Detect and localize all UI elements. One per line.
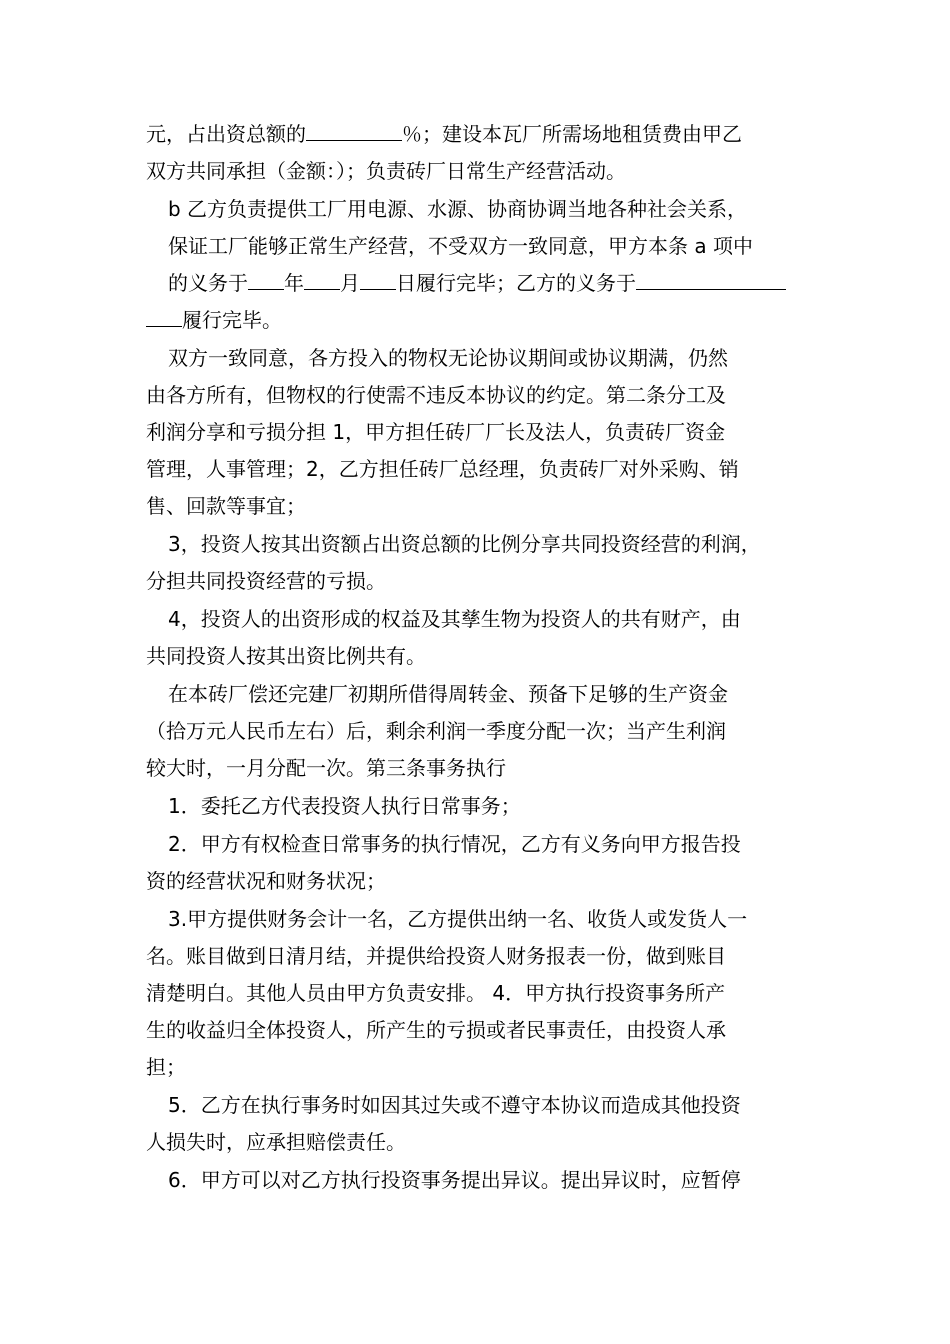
line: 资的经营状况和财务状况； [146, 869, 386, 893]
paragraph-8 [146, 826, 806, 900]
line: 人损失时，应承担赔偿责任。 [146, 1130, 406, 1154]
line [146, 302, 806, 339]
line: 共同投资人按其出资比例共有。 [146, 644, 426, 668]
line: 在本砖厂偿还完建厂初期所借得周转金、预备下足够的生产资金 [168, 682, 728, 706]
paragraph-2 [146, 191, 806, 339]
line: b 乙方负责提供工厂用电源、水源、协商协调当地各种社会关系， [168, 197, 748, 221]
text-run: 年 [284, 271, 304, 295]
line: 清楚明白。其他人员由甲方负责安排。 4．甲方执行投资事务所产 [146, 981, 726, 1005]
line: 6．甲方可以对乙方执行投资事务提出异议。提出异议时，应暂停 [168, 1168, 741, 1192]
line [146, 265, 806, 302]
line: 由各方所有，但物权的行使需不违反本协议的约定。第二条分工及 [146, 383, 726, 407]
paragraph-11 [146, 1162, 806, 1199]
line: 担； [146, 1055, 186, 1079]
paragraph-3 [146, 340, 806, 525]
text-run: 的义务于 [168, 271, 248, 295]
line: 双方共同承担（金额：）；负责砖厂日常生产经营活动。 [146, 159, 626, 183]
line: 名。账目做到日清月结，并提供给投资人财务报表一份，做到账目 [146, 944, 726, 968]
paragraph-9 [146, 901, 806, 1086]
line: 分担共同投资经营的亏损。 [146, 569, 386, 593]
line: 2．甲方有权检查日常事务的执行情况，乙方有义务向甲方报告投 [168, 832, 741, 856]
line: （拾万元人民币左右）后，剩余利润一季度分配一次；当产生利润 [146, 719, 726, 743]
line: 利润分享和亏损分担 1，甲方担任砖厂厂长及法人，负责砖厂资金 [146, 420, 726, 444]
text-run: ％；建设本瓦厂所需场地租赁费由甲乙 [402, 122, 742, 146]
line: 4，投资人的出资形成的权益及其孳生物为投资人的共有财产，由 [168, 607, 741, 631]
paragraph-1 [146, 116, 806, 190]
line: 5．乙方在执行事务时如因其过失或不遵守本协议而造成其他投资 [168, 1093, 741, 1117]
line [146, 116, 806, 153]
paragraph-5 [146, 601, 806, 675]
text-run: 月 [340, 271, 360, 295]
blank-underline [636, 271, 786, 290]
line: 生的收益归全体投资人，所产生的亏损或者民事责任，由投资人承 [146, 1018, 726, 1042]
blank-underline [360, 271, 396, 290]
blank-underline [306, 122, 402, 141]
text-run: 日履行完毕；乙方的义务于 [396, 271, 636, 295]
paragraph-4 [146, 526, 806, 600]
line: 售、回款等事宜； [146, 494, 306, 518]
text-run: 履行完毕。 [182, 308, 282, 332]
text-run: 元，占出资总额的 [146, 122, 306, 146]
blank-underline [248, 271, 284, 290]
document-body [146, 116, 806, 1200]
line: 双方一致同意，各方投入的物权无论协议期间或协议期满，仍然 [168, 346, 728, 370]
line: 保证工厂能够正常生产经营，不受双方一致同意，甲方本条 a 项中 [168, 234, 753, 258]
blank-underline [304, 271, 340, 290]
paragraph-10 [146, 1087, 806, 1161]
line: 管理，人事管理；2，乙方担任砖厂总经理，负责砖厂对外采购、销 [146, 457, 739, 481]
paragraph-7 [146, 788, 806, 825]
line: 1．委托乙方代表投资人执行日常事务； [168, 794, 521, 818]
paragraph-6 [146, 676, 806, 787]
blank-underline [146, 308, 182, 327]
line: 3.甲方提供财务会计一名，乙方提供出纳一名、收货人或发货人一 [168, 907, 748, 931]
line: 3，投资人按其出资额占出资总额的比例分享共同投资经营的利润， [168, 532, 761, 556]
line: 较大时，一月分配一次。第三条事务执行 [146, 756, 506, 780]
